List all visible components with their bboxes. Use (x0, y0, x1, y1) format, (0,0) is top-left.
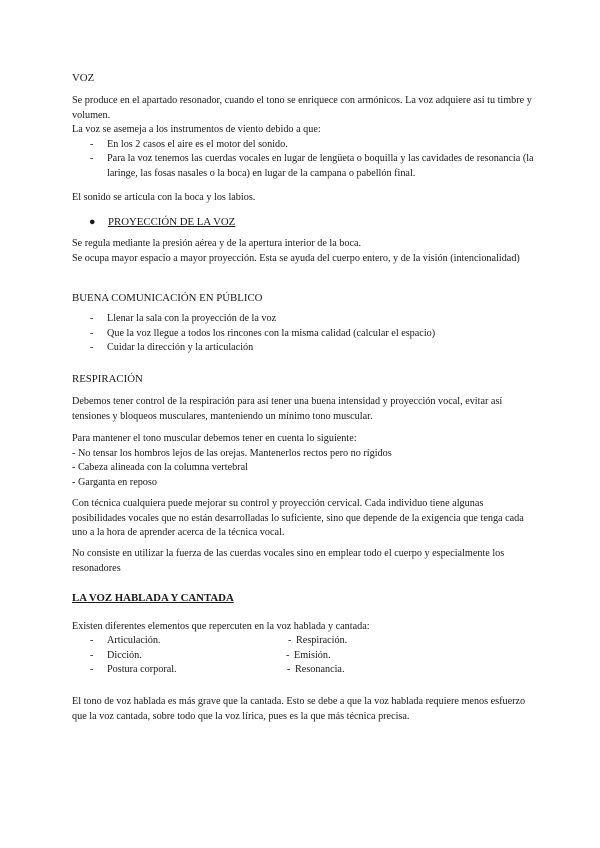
proyeccion-body (72, 237, 534, 266)
hablada-title: LA VOZ HABLADA Y CANTADA (72, 592, 234, 604)
voz-text-1: Se produce en el apartado resonador, cuando el tono se enriquece con armónicos. La voz adquiere así tu timbre y volumen. (72, 95, 532, 121)
hablada-item-right: - Respiración. (288, 634, 347, 649)
voz-paragraph-3: El sonido se articula con la boca y los labios. (72, 192, 256, 203)
respiracion-paragraph-4: No consiste en utilizar la fuerza de las cuerdas vocales sino en emplear todo el cuerpo y especialmente los resonadores (72, 548, 505, 574)
voz-paragraph-1 (72, 94, 534, 182)
section-title-voz: VOZ (72, 72, 95, 84)
hablada-item-right: - Resonancia. (287, 663, 345, 678)
hablada-item-left: - Postura corporal. (72, 663, 270, 678)
buena-list-item: - Llenar la sala con la proyección de la voz (72, 312, 534, 327)
voz-text-2: La voz se asemeja a los instrumentos de viento debido a que: (72, 124, 321, 136)
hablada-item-left: - Dicción. (72, 649, 270, 664)
hablada-row (72, 649, 534, 664)
hablada-heading (72, 591, 534, 607)
section-title-respiracion: RESPIRACIÓN (72, 373, 143, 385)
hablada-row (72, 663, 534, 678)
respiracion-paragraph-1: Debemos tener control de la respiración para así tener una buena intensidad y proyección vocal, evitar así tensiones y bloqueos musculares, manteniendo un mínimo tono muscular. (72, 396, 503, 422)
hablada-row (72, 634, 534, 649)
buena-list (72, 312, 534, 356)
hablada-intro: Existen diferentes elementos que repercuten en la voz hablada y cantada: (72, 621, 370, 632)
proyeccion-text-2: Se ocupa mayor espacio a mayor proyección. Esta se ayuda del cuerpo entero, y de la visión (intencionalidad) (72, 252, 520, 264)
respiracion-line: - Garganta en reposo (72, 476, 157, 488)
voz-list-item: - Para la voz tenemos las cuerdas vocales en lugar de lengüeta o boquilla y las cavidades de resonancia (la laringe, las fosas nasales o la boca) en lugar de la campana o pabellón final. (72, 152, 534, 181)
respiracion-paragraph-3: Con técnica cualquiera puede mejorar su control y proyección cervical. Cada individuo tiene algunas posibilidades vocales que no están desarrolladas lo suficiente, sino que depende de la exigencia que tenga cada uno a la hora de aprender acerca de la técnica vocal. (72, 498, 524, 539)
buena-list-item: - Cuidar la dirección y la articulación (72, 341, 534, 356)
proyeccion-heading (72, 215, 570, 230)
hablada-columns (72, 634, 534, 678)
buena-list-item: - Que la voz llegue a todos los rincones con la misma calidad (calcular el espacio) (72, 327, 534, 342)
respiracion-list (72, 432, 534, 490)
proyeccion-title: PROYECCIÓN DE LA VOZ (108, 216, 236, 228)
section-title-buena: BUENA COMUNICACIÓN EN PÚBLICO (72, 292, 263, 304)
respiracion-text-2: Para mantener el tono muscular debemos tener en cuenta lo siguiente: (72, 433, 357, 444)
bullet-icon: ● (89, 216, 96, 228)
respiracion-line: - Cabeza alineada con la columna vertebral (72, 462, 248, 474)
respiracion-line: - No tensar los hombros lejos de las orejas. Mantenerlos rectos pero no rígidos (72, 447, 392, 459)
hablada-paragraph-2: El tono de voz hablada es más grave que la cantada. Esto se debe a que la voz hablada requiere menos esfuerzo que la voz cantada, sobre todo que la voz lírica, pues es la que más técnica precisa. (72, 696, 526, 722)
proyeccion-text-1: Se regula mediante la presión aérea y de la apertura interior de la boca. (72, 238, 362, 249)
voz-list-item: - En los 2 casos el aire es el motor del sonido. (72, 138, 534, 153)
hablada-item-left: - Articulación. (72, 634, 270, 649)
hablada-item-right: - Emisión. (286, 649, 331, 664)
